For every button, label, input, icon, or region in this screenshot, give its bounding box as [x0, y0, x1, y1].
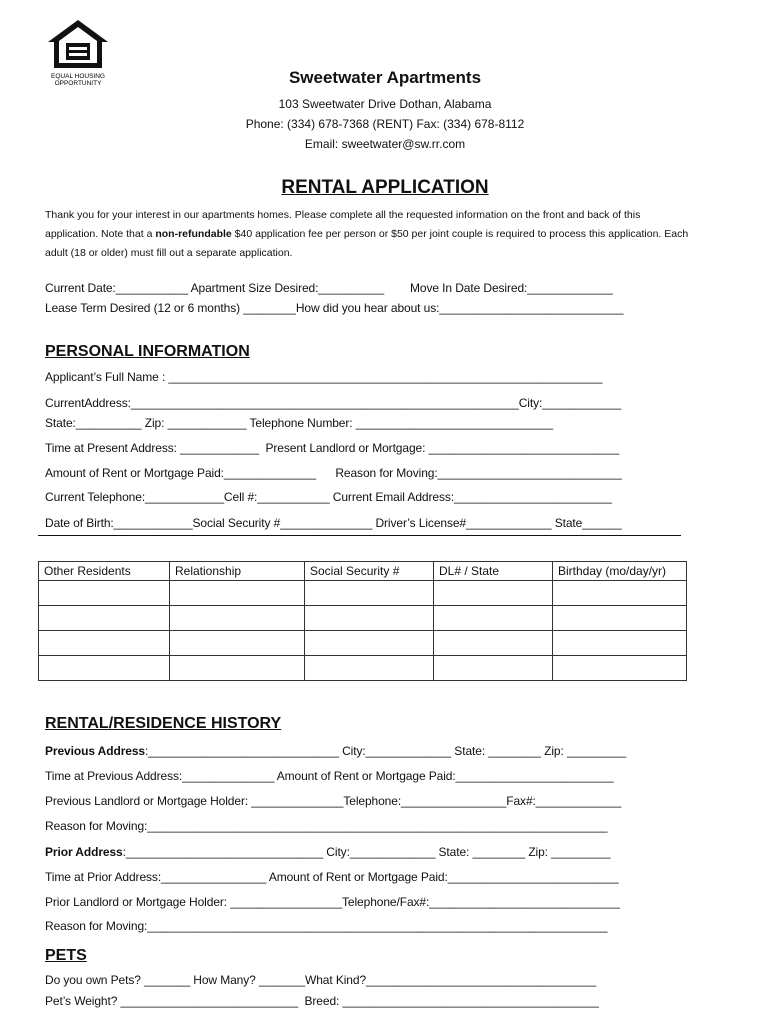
residents-table — [38, 561, 687, 681]
col-relationship: Relationship — [170, 562, 305, 581]
table-cell[interactable] — [39, 631, 170, 656]
table-cell[interactable] — [305, 656, 434, 681]
table-cell[interactable] — [434, 656, 553, 681]
previous-address-label: Previous Address — [45, 744, 145, 758]
prior-landlord-line[interactable]: Prior Landlord or Mortgage Holder: _________________Telephone/Fax#:_____________________________ — [45, 895, 620, 909]
intro-text — [45, 206, 695, 263]
table-row[interactable] — [39, 656, 687, 681]
time-at-previous-line[interactable]: Time at Previous Address:______________ Amount of Rent or Mortgage Paid:________________________ — [45, 769, 614, 783]
col-dl-state: DL# / State — [434, 562, 553, 581]
current-address-line[interactable]: CurrentAddress:___________________________________________________________City:____________ — [45, 396, 622, 410]
current-date-line[interactable]: Current Date:___________ Apartment Size Desired:__________ Move In Date Desired:_____________ — [45, 281, 613, 295]
company-email: Email: sweetwater@sw.rr.com — [304, 137, 466, 151]
table-row[interactable] — [39, 581, 687, 606]
table-row[interactable] — [39, 606, 687, 631]
table-cell[interactable] — [39, 656, 170, 681]
own-pets-line[interactable]: Do you own Pets? _______ How Many? _______What Kind?___________________________________ — [45, 973, 597, 987]
previous-address-line[interactable] — [45, 744, 626, 758]
table-header-row — [39, 562, 687, 581]
table-cell[interactable] — [553, 656, 687, 681]
full-name-line[interactable]: Applicant’s Full Name : __________________________________________________________________ — [45, 370, 603, 384]
prior-address-label: Prior Address — [45, 845, 123, 859]
table-cell[interactable] — [170, 656, 305, 681]
logo-caption-2: OPPORTUNITY — [54, 80, 102, 87]
intro-part2: $40 application fee per person or $50 per joint couple is required to process this application. Each adult (18 or older) must fill out a separate application. — [45, 228, 689, 259]
logo-caption-1: EQUAL HOUSING — [51, 73, 105, 80]
reason-moving-prior-line[interactable]: Reason for Moving:______________________________________________________________________ — [45, 919, 608, 933]
table-cell[interactable] — [305, 606, 434, 631]
table-cell[interactable] — [434, 606, 553, 631]
company-address: 103 Sweetwater Drive Dothan, Alabama — [278, 97, 492, 111]
company-name: Sweetwater Apartments — [288, 68, 482, 87]
prior-address-line[interactable] — [45, 845, 610, 859]
table-cell[interactable] — [305, 581, 434, 606]
table-cell[interactable] — [170, 631, 305, 656]
table-row[interactable] — [39, 631, 687, 656]
current-telephone-line[interactable]: Current Telephone:____________Cell #:___________ Current Email Address:________________________ — [45, 490, 612, 504]
intro-part1: Thank you for your interest in our apartments homes. Please complete all the requested information on the front and back of this application. Note that a — [45, 209, 641, 240]
table-cell[interactable] — [434, 631, 553, 656]
table-cell[interactable] — [434, 581, 553, 606]
table-cell[interactable] — [170, 581, 305, 606]
table-cell[interactable] — [553, 631, 687, 656]
intro-bold: non-refundable — [155, 228, 232, 240]
time-at-address-line[interactable]: Time at Present Address: ____________ Present Landlord or Mortgage: _____________________________ — [45, 441, 620, 455]
pets-heading: PETS — [45, 947, 87, 964]
table-cell[interactable] — [553, 581, 687, 606]
previous-landlord-line[interactable]: Previous Landlord or Mortgage Holder: ______________Telephone:________________Fax#:_____________ — [45, 794, 622, 808]
col-social-security: Social Security # — [305, 562, 434, 581]
col-birthday: Birthday (mo/day/yr) — [553, 562, 687, 581]
table-cell[interactable] — [553, 606, 687, 631]
date-of-birth-line[interactable]: Date of Birth:____________Social Security #______________ Driver’s License#_____________ State______ — [45, 516, 622, 530]
prior-address-rest[interactable]: :______________________________ City:_____________ State: ________ Zip: _________ — [122, 845, 611, 859]
company-phone: Phone: (334) 678-7368 (RENT) Fax: (334) 678-8112 — [245, 117, 525, 131]
reason-moving-line[interactable]: Reason for Moving:______________________________________________________________________ — [45, 819, 608, 833]
divider — [38, 535, 681, 536]
time-at-prior-line[interactable]: Time at Prior Address:________________ Amount of Rent or Mortgage Paid:__________________________ — [45, 870, 619, 884]
col-other-residents: Other Residents — [39, 562, 170, 581]
lease-term-line[interactable]: Lease Term Desired (12 or 6 months) ________How did you hear about us:____________________________ — [45, 301, 624, 315]
table-cell[interactable] — [39, 581, 170, 606]
pet-weight-line[interactable]: Pet’s Weight? ___________________________ Breed: _______________________________________ — [45, 994, 599, 1008]
form-title: RENTAL APPLICATION — [281, 177, 489, 198]
personal-info-heading: PERSONAL INFORMATION — [45, 343, 250, 360]
rent-amount-line[interactable]: Amount of Rent or Mortgage Paid:______________ Reason for Moving:____________________________ — [45, 466, 622, 480]
table-cell[interactable] — [305, 631, 434, 656]
table-cell[interactable] — [39, 606, 170, 631]
rental-history-heading: RENTAL/RESIDENCE HISTORY — [45, 715, 282, 732]
previous-address-rest[interactable]: :_____________________________ City:_____________ State: ________ Zip: _________ — [145, 744, 627, 758]
table-cell[interactable] — [170, 606, 305, 631]
state-zip-line[interactable]: State:__________ Zip: ____________ Telephone Number: ______________________________ — [45, 416, 553, 430]
